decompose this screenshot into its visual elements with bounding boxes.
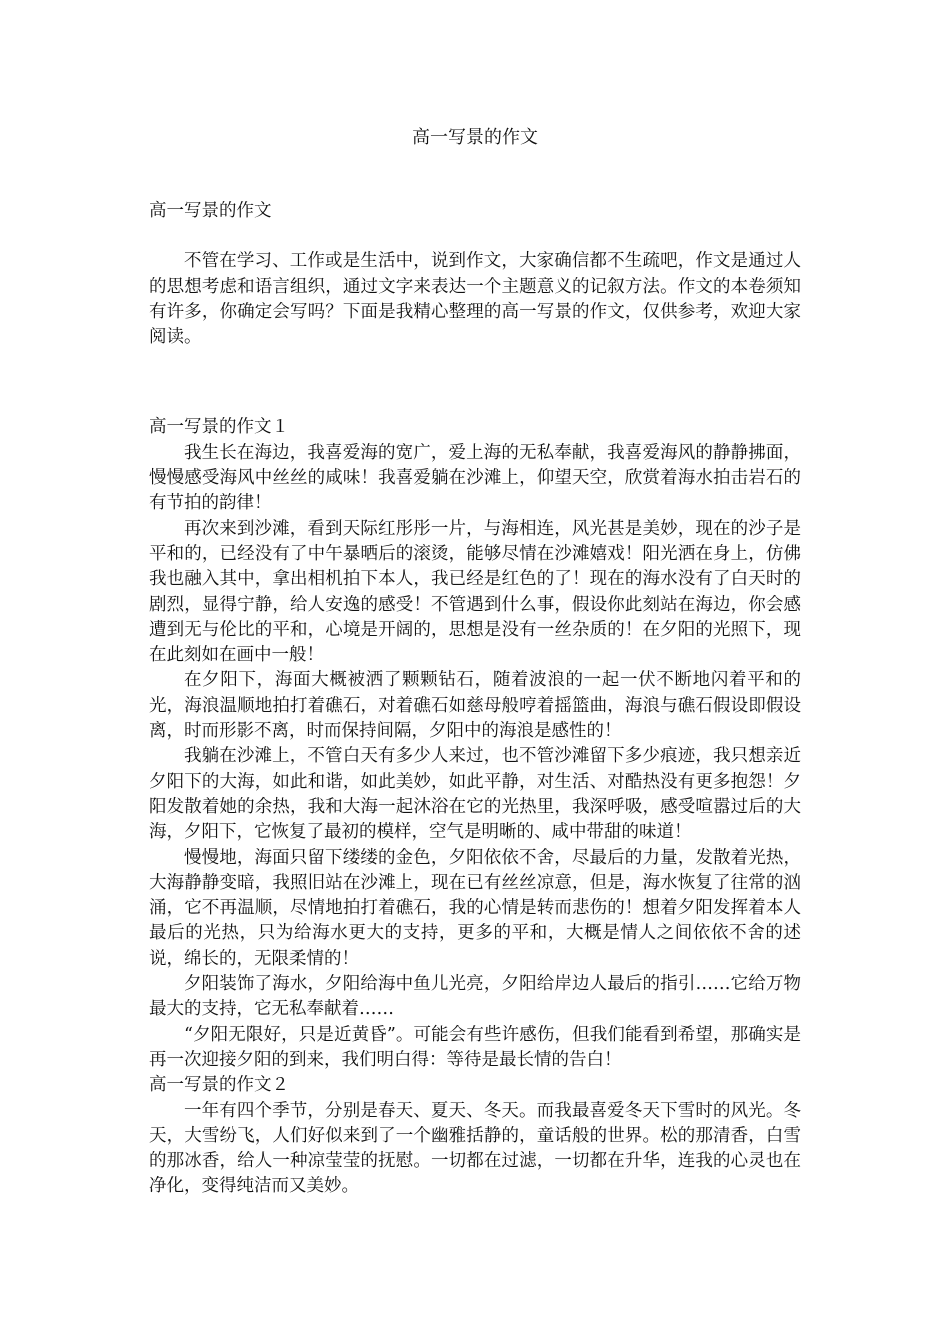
section-1-paragraph: 再次来到沙滩，看到天际红彤彤一片，与海相连，风光甚是美妙，现在的沙子是平和的，已经没有了中午暴晒后的滚烫，能够尽情在沙滩嬉戏！阳光洒在身上，仿佛我也融入其中，拿出相机拍下本人，我已经是红色的了！现在的海水没有了白天时的剧烈，显得宁静，给人安逸的感受！不管遇到什么事，假设你此刻站在海边，你会感遭到无与伦比的平和，心境是开阔的，思想是没有一丝杂质的！在夕阳的光照下，现在此刻如在画中一般！	[149, 518, 801, 666]
section-1-paragraph: 慢慢地，海面只留下缕缕的金色，夕阳依依不舍，尽最后的力量，发散着光热，大海静静变暗，我照旧站在沙滩上，现在已有丝丝凉意，但是，海水恢复了往常的汹涌，它不再温顺，尽情地拍打着礁石，我的心情是转而悲伤的！想着夕阳发挥着本人最后的光热，只为给海水更大的支持，更多的平和，大概是情人之间依依不舍的述说，绵长的，无限柔情的！	[149, 847, 801, 969]
document-body	[149, 199, 801, 1200]
section-1-paragraph: 夕阳装饰了海水，夕阳给海中鱼儿光亮，夕阳给岸边人最后的指引……它给万物最大的支持，它无私奉献着……	[149, 974, 801, 1020]
section-1-paragraph: “夕阳无限好，只是近黄昏”。可能会有些许感伤，但我们能看到希望，那确实是再一次迎接夕阳的到来，我们明白得：等待是最长情的告白！	[149, 1024, 801, 1070]
section-1-paragraph: 在夕阳下，海面大概被洒了颗颗钻石，随着波浪的一起一伏不断地闪着平和的光，海浪温顺地拍打着礁石，对着礁石如慈母般哼着摇篮曲，海浪与礁石假设即假设离，时而形影不离，时而保持间隔，夕阳中的海浪是感性的！	[149, 670, 801, 742]
section-1-paragraph: 我生长在海边，我喜爱海的宽广，爱上海的无私奉献，我喜爱海风的静静拂面，慢慢感受海风中丝丝的咸味！我喜爱躺在沙滩上，仰望天空，欣赏着海水拍击岩石的有节拍的韵律！	[149, 442, 801, 514]
spacer	[149, 224, 801, 249]
section-heading-1: 高一写景的作文１	[149, 417, 289, 438]
intro-paragraph: 不管在学习、工作或是生活中，说到作文，大家确信都不生疏吧，作文是通过人的思想考虑和语言组织，通过文字来表达一个主题意义的记叙方法。作文的本卷须知有许多，你确定会写吗？下面是我精心整理的高一写景的作文，仅供参考，欢迎大家阅读。	[149, 251, 801, 348]
section-2-paragraph: 一年有四个季节，分别是春天、夏天、冬天。而我最喜爱冬天下雪时的风光。冬天，大雪纷飞，人们好似来到了一个幽雅括静的，童话般的世界。松的那清香，白雪的那冰香，给人一种凉莹莹的抚慰。一切都在过滤，一切都在升华，连我的心灵也在净化，变得纯洁而又美妙。	[149, 1100, 801, 1197]
document-title: 高一写景的作文	[412, 127, 538, 148]
section-heading-2: 高一写景的作文２	[149, 1075, 289, 1096]
spacer	[149, 350, 801, 415]
section-1-paragraph: 我躺在沙滩上，不管白天有多少人来过，也不管沙滩留下多少痕迹，我只想亲近夕阳下的大海，如此和谐，如此美妙，如此平静，对生活、对酷热没有更多抱怨！夕阳发散着她的余热，我和大海一起沐浴在它的光热里，我深呼吸，感受喧嚣过后的大海，夕阳下，它恢复了最初的模样，空气是明晰的、咸中带甜的味道！	[149, 746, 801, 843]
document-subtitle: 高一写景的作文	[149, 201, 272, 221]
